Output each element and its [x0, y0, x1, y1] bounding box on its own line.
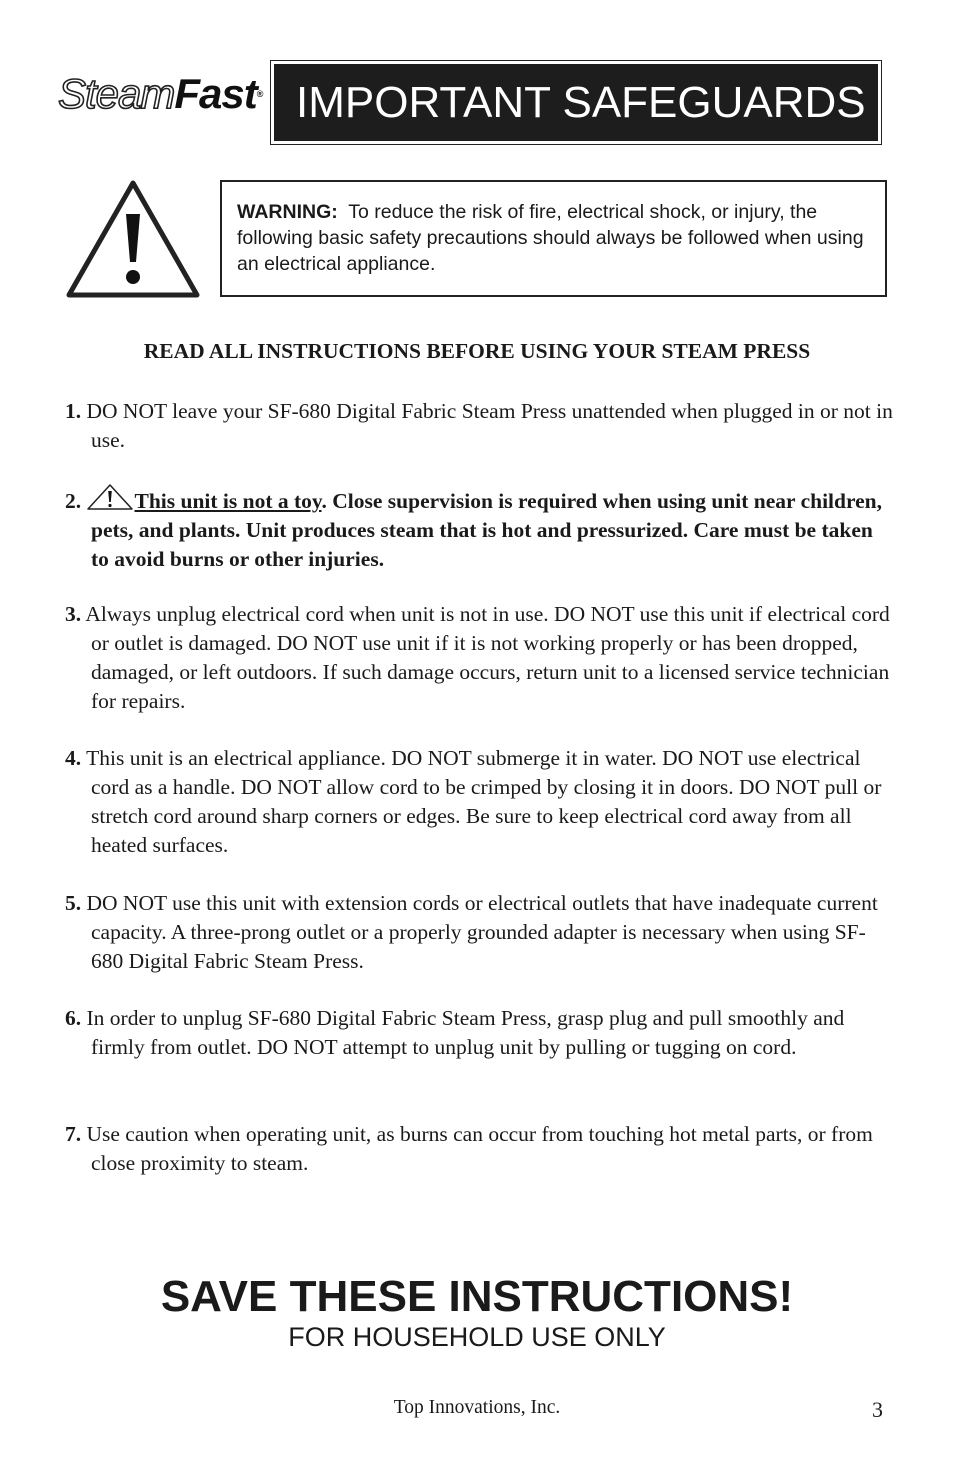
safeguard-item-1: 1. DO NOT leave your SF-680 Digital Fabric Steam Press unattended when plugged in or not in use. — [65, 399, 893, 452]
warning-label: WARNING: — [237, 201, 338, 223]
warning-box — [220, 180, 887, 297]
safeguard-item-5: 5. DO NOT use this unit with extension cords or electrical outlets that have inadequate current capacity. A three-prong outlet or a properly grounded adapter is necessary when using SF-680 Digital Fabric Steam Press. — [65, 891, 878, 973]
read-all-heading: READ ALL INSTRUCTIONS BEFORE USING YOUR STEAM PRESS — [143, 339, 811, 363]
header-frame — [270, 60, 882, 145]
page-title: IMPORTANT SAFEGUARDS — [274, 64, 878, 141]
safeguard-item-4: 4. This unit is an electrical appliance. DO NOT submerge it in water. DO NOT use electrical cord as a handle. DO NOT allow cord to be crimped by closing it in doors. DO NOT pull or stretch cord around sharp corners or edges. Be sure to keep electrical cord away from all heated surfaces. — [65, 746, 882, 857]
warning-text: To reduce the risk of fire, electrical shock, or injury, the following basic safety precautions should always be followed when using an electrical appliance. — [237, 201, 864, 275]
save-instructions-heading: SAVE THESE INSTRUCTIONS! — [160, 1272, 794, 1321]
caution-triangle-icon — [87, 484, 133, 510]
page-number: 3 — [872, 1397, 883, 1422]
safeguard-item-2: 2. This unit is not a toy. Close supervision is required when using unit near children, pets, and plants. Unit produces steam that is hot and pressurized. Care must be taken to avoid burns or other injuries. — [65, 484, 895, 574]
warning-triangle-icon — [66, 180, 200, 298]
safeguard-item-7: 7. Use caution when operating unit, as burns can occur from touching hot metal parts, or from close proximity to steam. — [65, 1122, 873, 1175]
footer-company: Top Innovations, Inc. — [393, 1397, 561, 1418]
household-use-note: FOR HOUSEHOLD USE ONLY — [288, 1322, 666, 1352]
safeguard-item-3: 3. Always unplug electrical cord when unit is not in use. DO NOT use this unit if electrical cord or outlet is damaged. DO NOT use unit if it is not working properly or has been dropped, damaged, or left outdoors. If such damage occurs, return unit to a licensed service technician for repairs. — [65, 602, 890, 713]
not-a-toy-text: This unit is not a toy — [134, 489, 322, 513]
steamfast-logo: SteamFast® — [58, 70, 263, 117]
safeguard-item-6: 6. In order to unplug SF-680 Digital Fabric Steam Press, grasp plug and pull smoothly and firmly from outlet. DO NOT attempt to unplug unit by pulling or tugging on cord. — [65, 1006, 845, 1059]
